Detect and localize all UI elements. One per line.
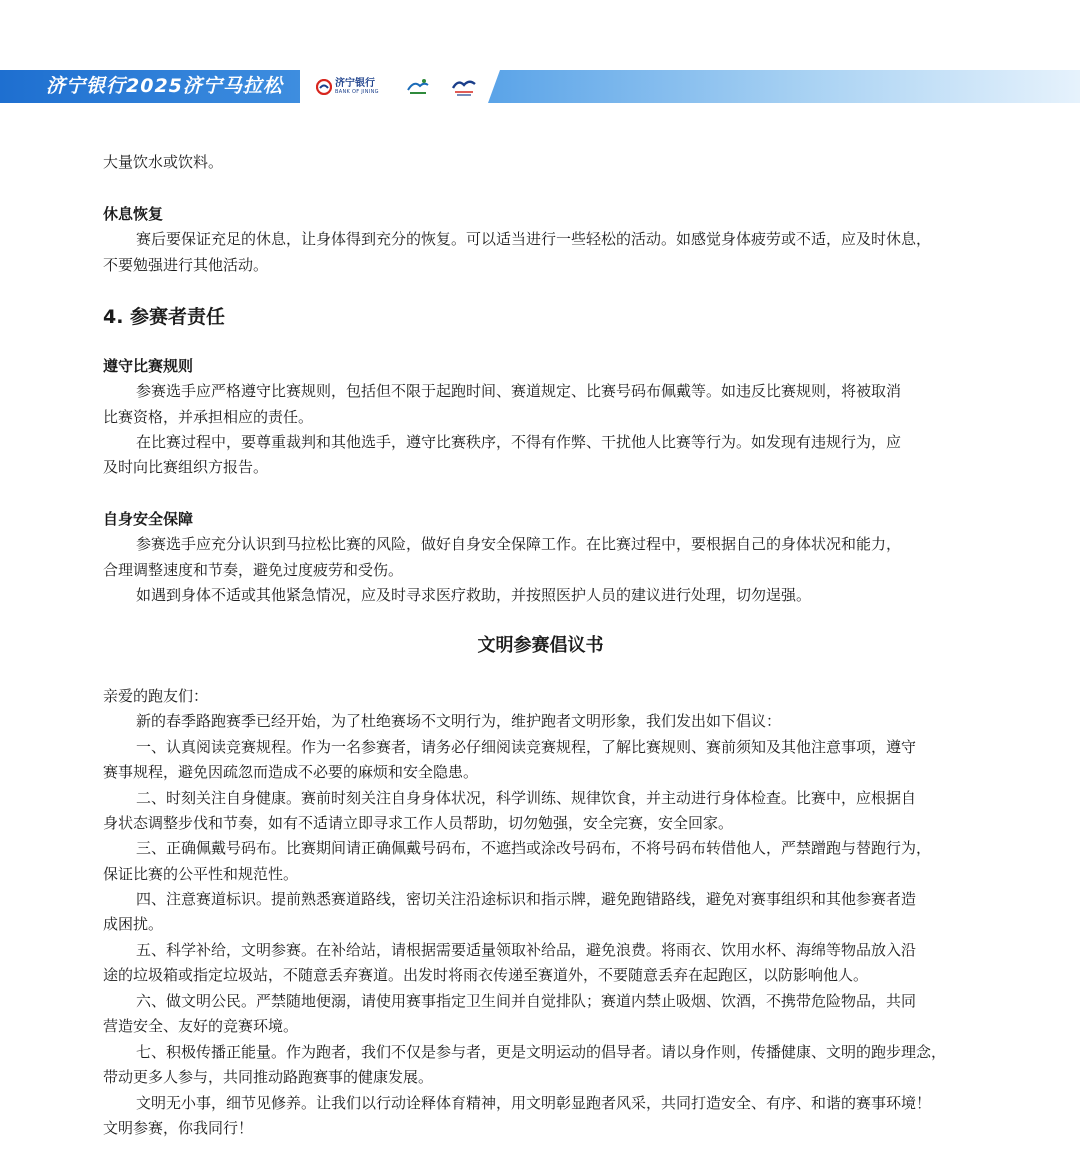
paragraph-line: 文明无小事，细节见修养。让我们以行动诠释体育精神，用文明彰显跑者风采，共同打造安全、有序、和谐的赛事环境！: [136, 1094, 932, 1112]
header-title: 济宁银行2025济宁马拉松: [46, 75, 283, 97]
paragraph-line: 一、认真阅读竞赛规程。作为一名参赛者，请务必仔细阅读竞赛规程，了解比赛规则、赛前须知及其他注意事项，遵守: [136, 738, 917, 756]
bank-logo-cn: 济宁银行: [335, 78, 375, 89]
bank-logo: [316, 76, 379, 98]
paragraph-line: 大量饮水或饮料。: [103, 153, 224, 171]
paragraph-line: 七、积极传播正能量。作为跑者，我们不仅是参与者，更是文明运动的倡导者。请以身作则，传播健康、文明的跑步理念，: [136, 1043, 947, 1061]
marathon-emblem-icon: [450, 76, 478, 98]
paragraph-line: 亲爱的跑友们：: [103, 687, 209, 705]
paragraph-line: 成困扰。: [103, 915, 164, 933]
paragraph-line: 六、做文明公民。严禁随地便溺，请使用赛事指定卫生间并自觉排队；赛道内禁止吸烟、饮酒，不携带危险物品，共同: [136, 992, 917, 1010]
paragraph-line: 赛事规程，避免因疏忽而造成不必要的麻烦和安全隐患。: [103, 763, 479, 781]
paragraph-line: 如遇到身体不适或其他紧急情况，应及时寻求医疗救助，并按照医护人员的建议进行处理，切勿逞强。: [136, 586, 812, 604]
paragraph-line: 合理调整速度和节奏，避免过度疲劳和受伤。: [103, 561, 404, 579]
paragraph-line: 营造安全、友好的竞赛环境。: [103, 1017, 299, 1035]
bank-logo-icon: [316, 79, 332, 95]
subheading-follow-rules: 遵守比赛规则: [103, 357, 194, 375]
paragraph-line: 比赛资格，并承担相应的责任。: [103, 408, 314, 426]
paragraph-line: 途的垃圾箱或指定垃圾站，不随意丢弃赛道。出发时将雨衣传递至赛道外，不要随意丢弃在起跑区，以防影响他人。: [103, 966, 869, 984]
paragraph-line: 文明参赛，你我同行！: [103, 1119, 254, 1137]
paragraph-line: 参赛选手应充分认识到马拉松比赛的风险，做好自身安全保障工作。在比赛过程中，要根据自己的身体状况和能力，: [136, 535, 902, 553]
paragraph-line: 新的春季路跑赛季已经开始，为了杜绝赛场不文明行为，维护跑者文明形象，我们发出如下倡议：: [136, 712, 782, 730]
header-banner: [0, 70, 1080, 103]
section-heading-participant-responsibility: 4. 参赛者责任: [103, 306, 226, 328]
subheading-rest-recovery: 休息恢复: [103, 205, 164, 223]
paragraph-line: 参赛选手应严格遵守比赛规则，包括但不限于起跑时间、赛道规定、比赛号码布佩戴等。如违反比赛规则，将被取消: [136, 382, 902, 400]
paragraph-line: 不要勉强进行其他活动。: [103, 256, 269, 274]
bank-logo-en: BANK OF JINING: [335, 89, 379, 95]
paragraph-line: 带动更多人参与，共同推动路跑赛事的健康发展。: [103, 1068, 434, 1086]
paragraph-line: 在比赛过程中，要尊重裁判和其他选手，遵守比赛秩序，不得有作弊、干扰他人比赛等行为。如发现有违规行为，应: [136, 433, 902, 451]
proposal-title: 文明参赛倡议书: [477, 635, 604, 656]
paragraph-line: 及时向比赛组织方报告。: [103, 458, 269, 476]
subheading-personal-safety: 自身安全保障: [103, 510, 194, 528]
paragraph-line: 保证比赛的公平性和规范性。: [103, 865, 299, 883]
paragraph-line: 赛后要保证充足的休息，让身体得到充分的恢复。可以适当进行一些轻松的活动。如感觉身体疲劳或不适，应及时休息，: [136, 230, 932, 248]
city-emblem-icon: [404, 76, 432, 98]
paragraph-line: 三、正确佩戴号码布。比赛期间请正确佩戴号码布，不遮挡或涂改号码布，不将号码布转借他人，严禁蹭跑与替跑行为，: [136, 839, 932, 857]
paragraph-line: 四、注意赛道标识。提前熟悉赛道路线，密切关注沿途标识和指示牌，避免跑错路线，避免对赛事组织和其他参赛者造: [136, 890, 917, 908]
paragraph-line: 二、时刻关注自身健康。赛前时刻关注自身身体状况，科学训练、规律饮食，并主动进行身体检查。比赛中，应根据自: [136, 789, 917, 807]
paragraph-line: 五、科学补给，文明参赛。在补给站，请根据需要适量领取补给品，避免浪费。将雨衣、饮用水杯、海绵等物品放入沿: [136, 941, 917, 959]
paragraph-line: 身状态调整步伐和节奏，如有不适请立即寻求工作人员帮助，切勿勉强，安全完赛，安全回家。: [103, 814, 734, 832]
